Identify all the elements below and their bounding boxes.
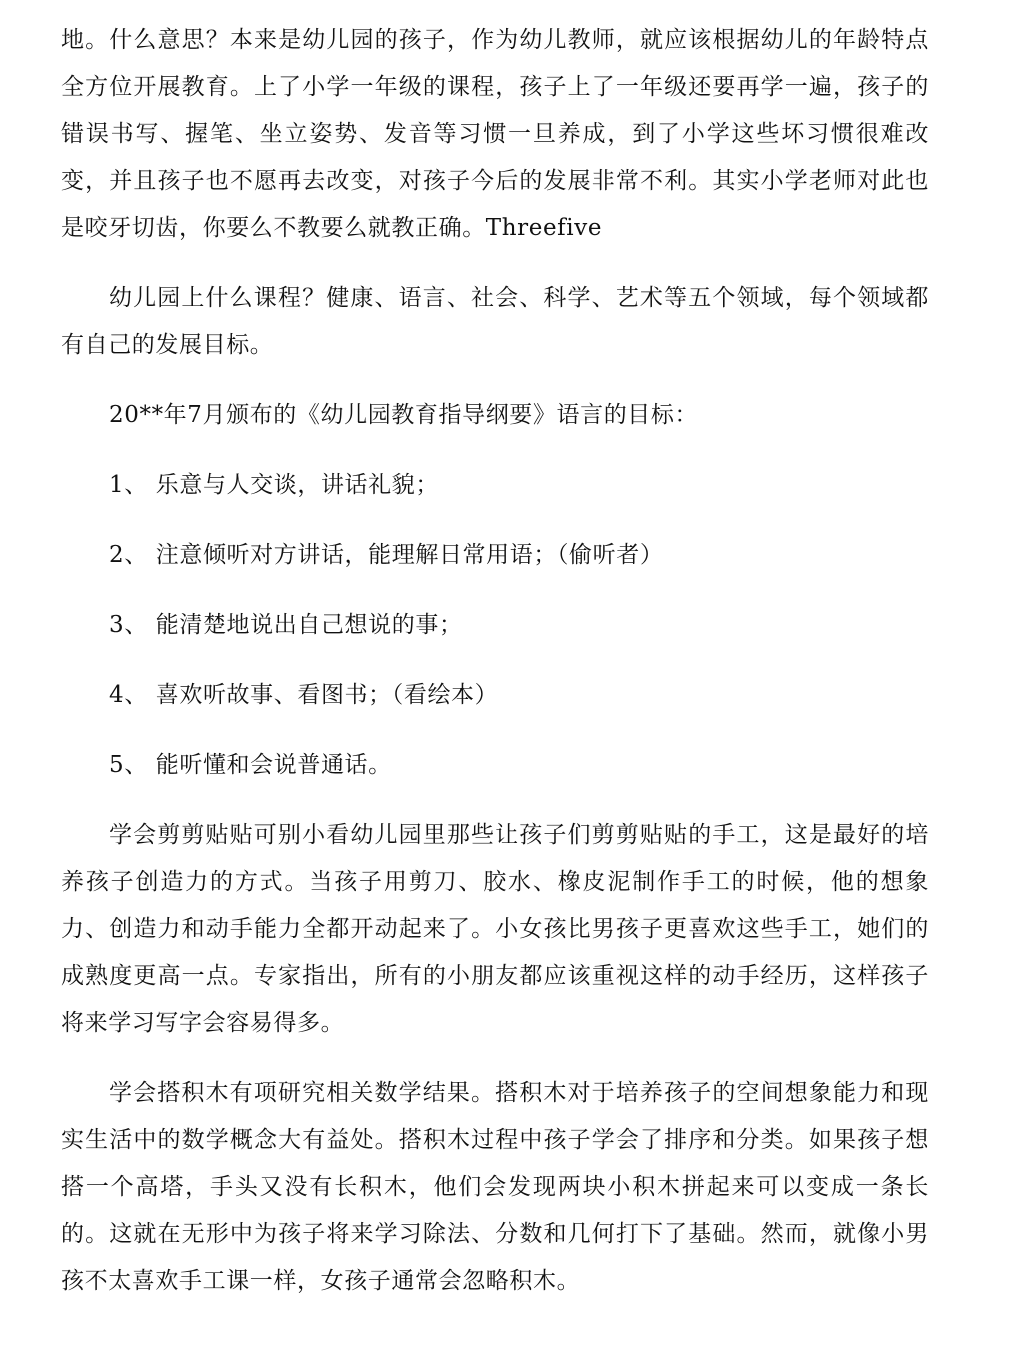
paragraph-courses: 幼儿园上什么课程？健康、语言、社会、科学、艺术等五个领域，每个领域都有自己的发展目标。: [61, 285, 929, 358]
document-page: [61, 17, 929, 1305]
goal-item-1: 1、 乐意与人交谈，讲话礼貌；: [109, 472, 439, 498]
paragraph-continuation: 地。什么意思？本来是幼儿园的孩子，作为幼儿教师，就应该根据幼儿的年龄特点全方位开展教育。上了小学一年级的课程，孩子上了一年级还要再学一遍，孩子的错误书写、握笔、坐立姿势、发音等习惯一旦养成，到了小学这些坏习惯很难改变，并且孩子也不愿再去改变，对孩子今后的发展非常不利。其实小学老师对此也是咬牙切齿，你要么不教要么就教正确。Threefive: [61, 27, 929, 241]
goal-item-5: 5、 能听懂和会说普通话。: [109, 752, 392, 778]
paragraph-building-blocks: 学会搭积木有项研究相关数学结果。搭积木对于培养孩子的空间想象能力和现实生活中的数学概念大有益处。搭积木过程中孩子学会了排序和分类。如果孩子想搭一个高塔，手头又没有长积木，他们会发现两块小积木拼起来可以变成一条长的。这就在无形中为孩子将来学习除法、分数和几何打下了基础。然而，就像小男孩不太喜欢手工课一样，女孩子通常会忽略积木。: [61, 1080, 929, 1294]
goal-item-4: 4、 喜欢听故事、看图书；（看绘本）: [109, 682, 499, 708]
paragraph-guideline-intro: 20**年7月颁布的《幼儿园教育指导纲要》语言的目标：: [109, 402, 699, 428]
paragraph-cut-and-paste: 学会剪剪贴贴可别小看幼儿园里那些让孩子们剪剪贴贴的手工，这是最好的培养孩子创造力的方式。当孩子用剪刀、胶水、橡皮泥制作手工的时候，他的想象力、创造力和动手能力全都开动起来了。小女孩比男孩子更喜欢这些手工，她们的成熟度更高一点。专家指出，所有的小朋友都应该重视这样的动手经历，这样孩子将来学习写字会容易得多。: [61, 822, 929, 1036]
goal-item-3: 3、 能清楚地说出自己想说的事；: [109, 612, 463, 638]
goal-list: [61, 462, 929, 789]
goal-item-2: 2、 注意倾听对方讲话，能理解日常用语；（偷听者）: [109, 542, 664, 568]
